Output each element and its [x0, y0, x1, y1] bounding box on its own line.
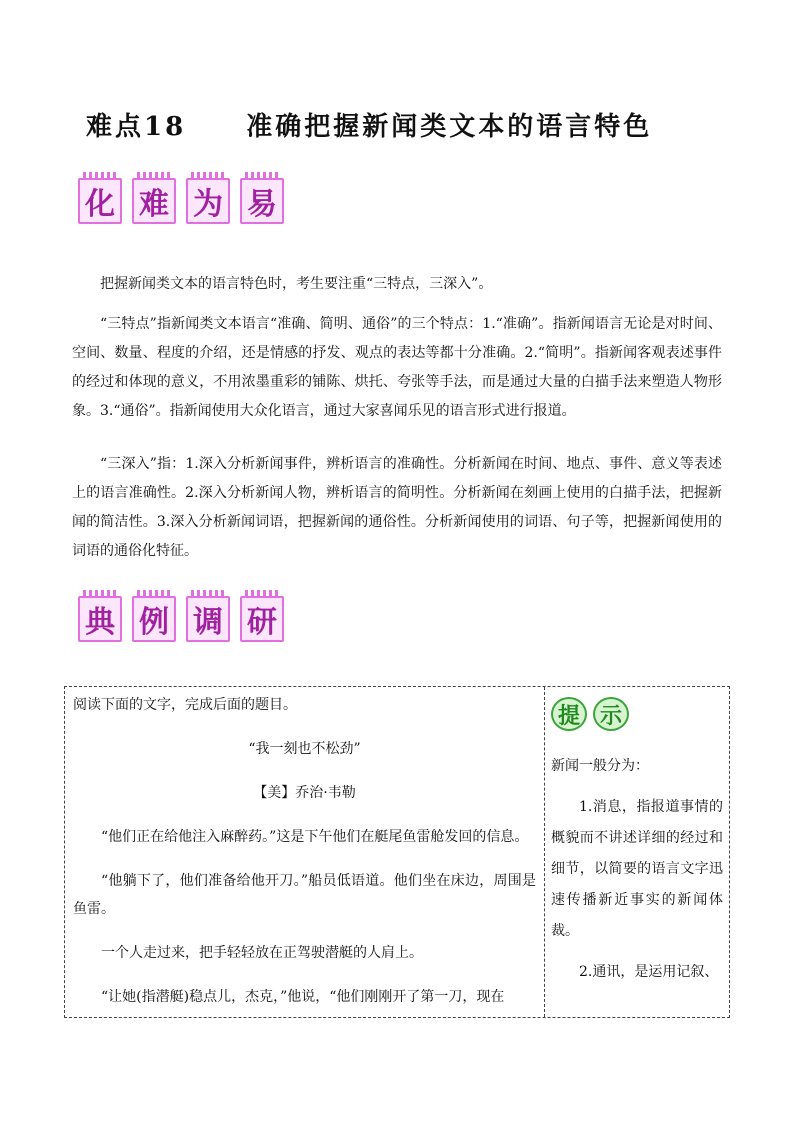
- intro-paragraph: 把握新闻类文本的语言特色时，考生要注重“三特点，三深入”。: [100, 276, 493, 292]
- reading-instruction: 阅读下面的文字，完成后面的题目。: [73, 697, 297, 713]
- title-text: 准确把握新闻类文本的语言特色: [246, 112, 653, 142]
- three-features-paragraph: “三特点”指新闻类文本语言“准确、简明、通俗”的三个特点：1.“准确”。指新闻语言无论是对时间、空间、数量、程度的介绍，还是情感的抒发、观点的表达等都十分准确。2.“简明”。指新闻客观表述事件的经过和体现的意义，不用浓墨重彩的铺陈、烘托、夸张等手法，而是通过大量的白描手法来塑造人物形象。3.“通俗”。指新闻使用大众化语言，通过大家喜闻乐见的语言形式进行报道。: [72, 316, 722, 419]
- passage-line: “他们正在给他注入麻醉药。”这是下午他们在艇尾鱼雷舱发回的信息。: [101, 829, 529, 845]
- three-deepen-paragraph: “三深入”指：1.深入分析新闻事件，辨析语言的准确性。分析新闻在时间、地点、事件、意义等表述上的语言准确性。2.深入分析新闻人物，辨析语言的简明性。分析新闻在刻画上使用的白描手法，把握新闻的简洁性。3.深入分析新闻词语，把握新闻的通俗性。分析新闻使用的词语、句子等，把握新闻使用的词语的通俗化特征。: [72, 456, 722, 559]
- passage-line: 一个人走过来，把手轻轻放在正驾驶潜艇的人肩上。: [101, 945, 423, 961]
- hint-badge: 示: [593, 697, 629, 731]
- article-title: “我一刻也不松劲”: [248, 741, 361, 757]
- banner-tile: 易: [240, 178, 284, 224]
- banner-tile: 难: [132, 178, 176, 224]
- passage-line: “他躺下了，他们准备给他开刀。”船员低语道。他们坐在床边，周围是鱼雷。: [73, 873, 536, 917]
- hint-badge: 提: [551, 697, 587, 731]
- banner-tile: 例: [132, 596, 176, 642]
- article-author: 【美】乔治·韦勒: [253, 785, 356, 801]
- hint-badges: [551, 697, 723, 731]
- reading-passage: [65, 687, 545, 1017]
- example-box: [64, 686, 730, 1018]
- banner-tile: 调: [186, 596, 230, 642]
- section-banner-simplify: [78, 178, 284, 224]
- passage-line: “让她(指潜艇)稳点儿，杰克，”他说，“他们刚刚开了第一刀，现在: [101, 989, 505, 1005]
- section-banner-examples: [78, 596, 284, 642]
- banner-tile: 化: [78, 178, 122, 224]
- banner-tile: 典: [78, 596, 122, 642]
- banner-tile: 研: [240, 596, 284, 642]
- title-number: 难点18: [86, 112, 187, 142]
- page-title: [86, 106, 726, 143]
- hint-item: 1.消息，指报道事情的概貌而不讲述详细的经过和细节，以简要的语言文字迅速传播新近事实的新闻体裁。: [551, 799, 723, 939]
- banner-tile: 为: [186, 178, 230, 224]
- hint-item: 2.通讯，是运用记叙、: [579, 964, 719, 980]
- hint-panel: [545, 687, 729, 1017]
- hint-intro: 新闻一般分为：: [551, 758, 649, 774]
